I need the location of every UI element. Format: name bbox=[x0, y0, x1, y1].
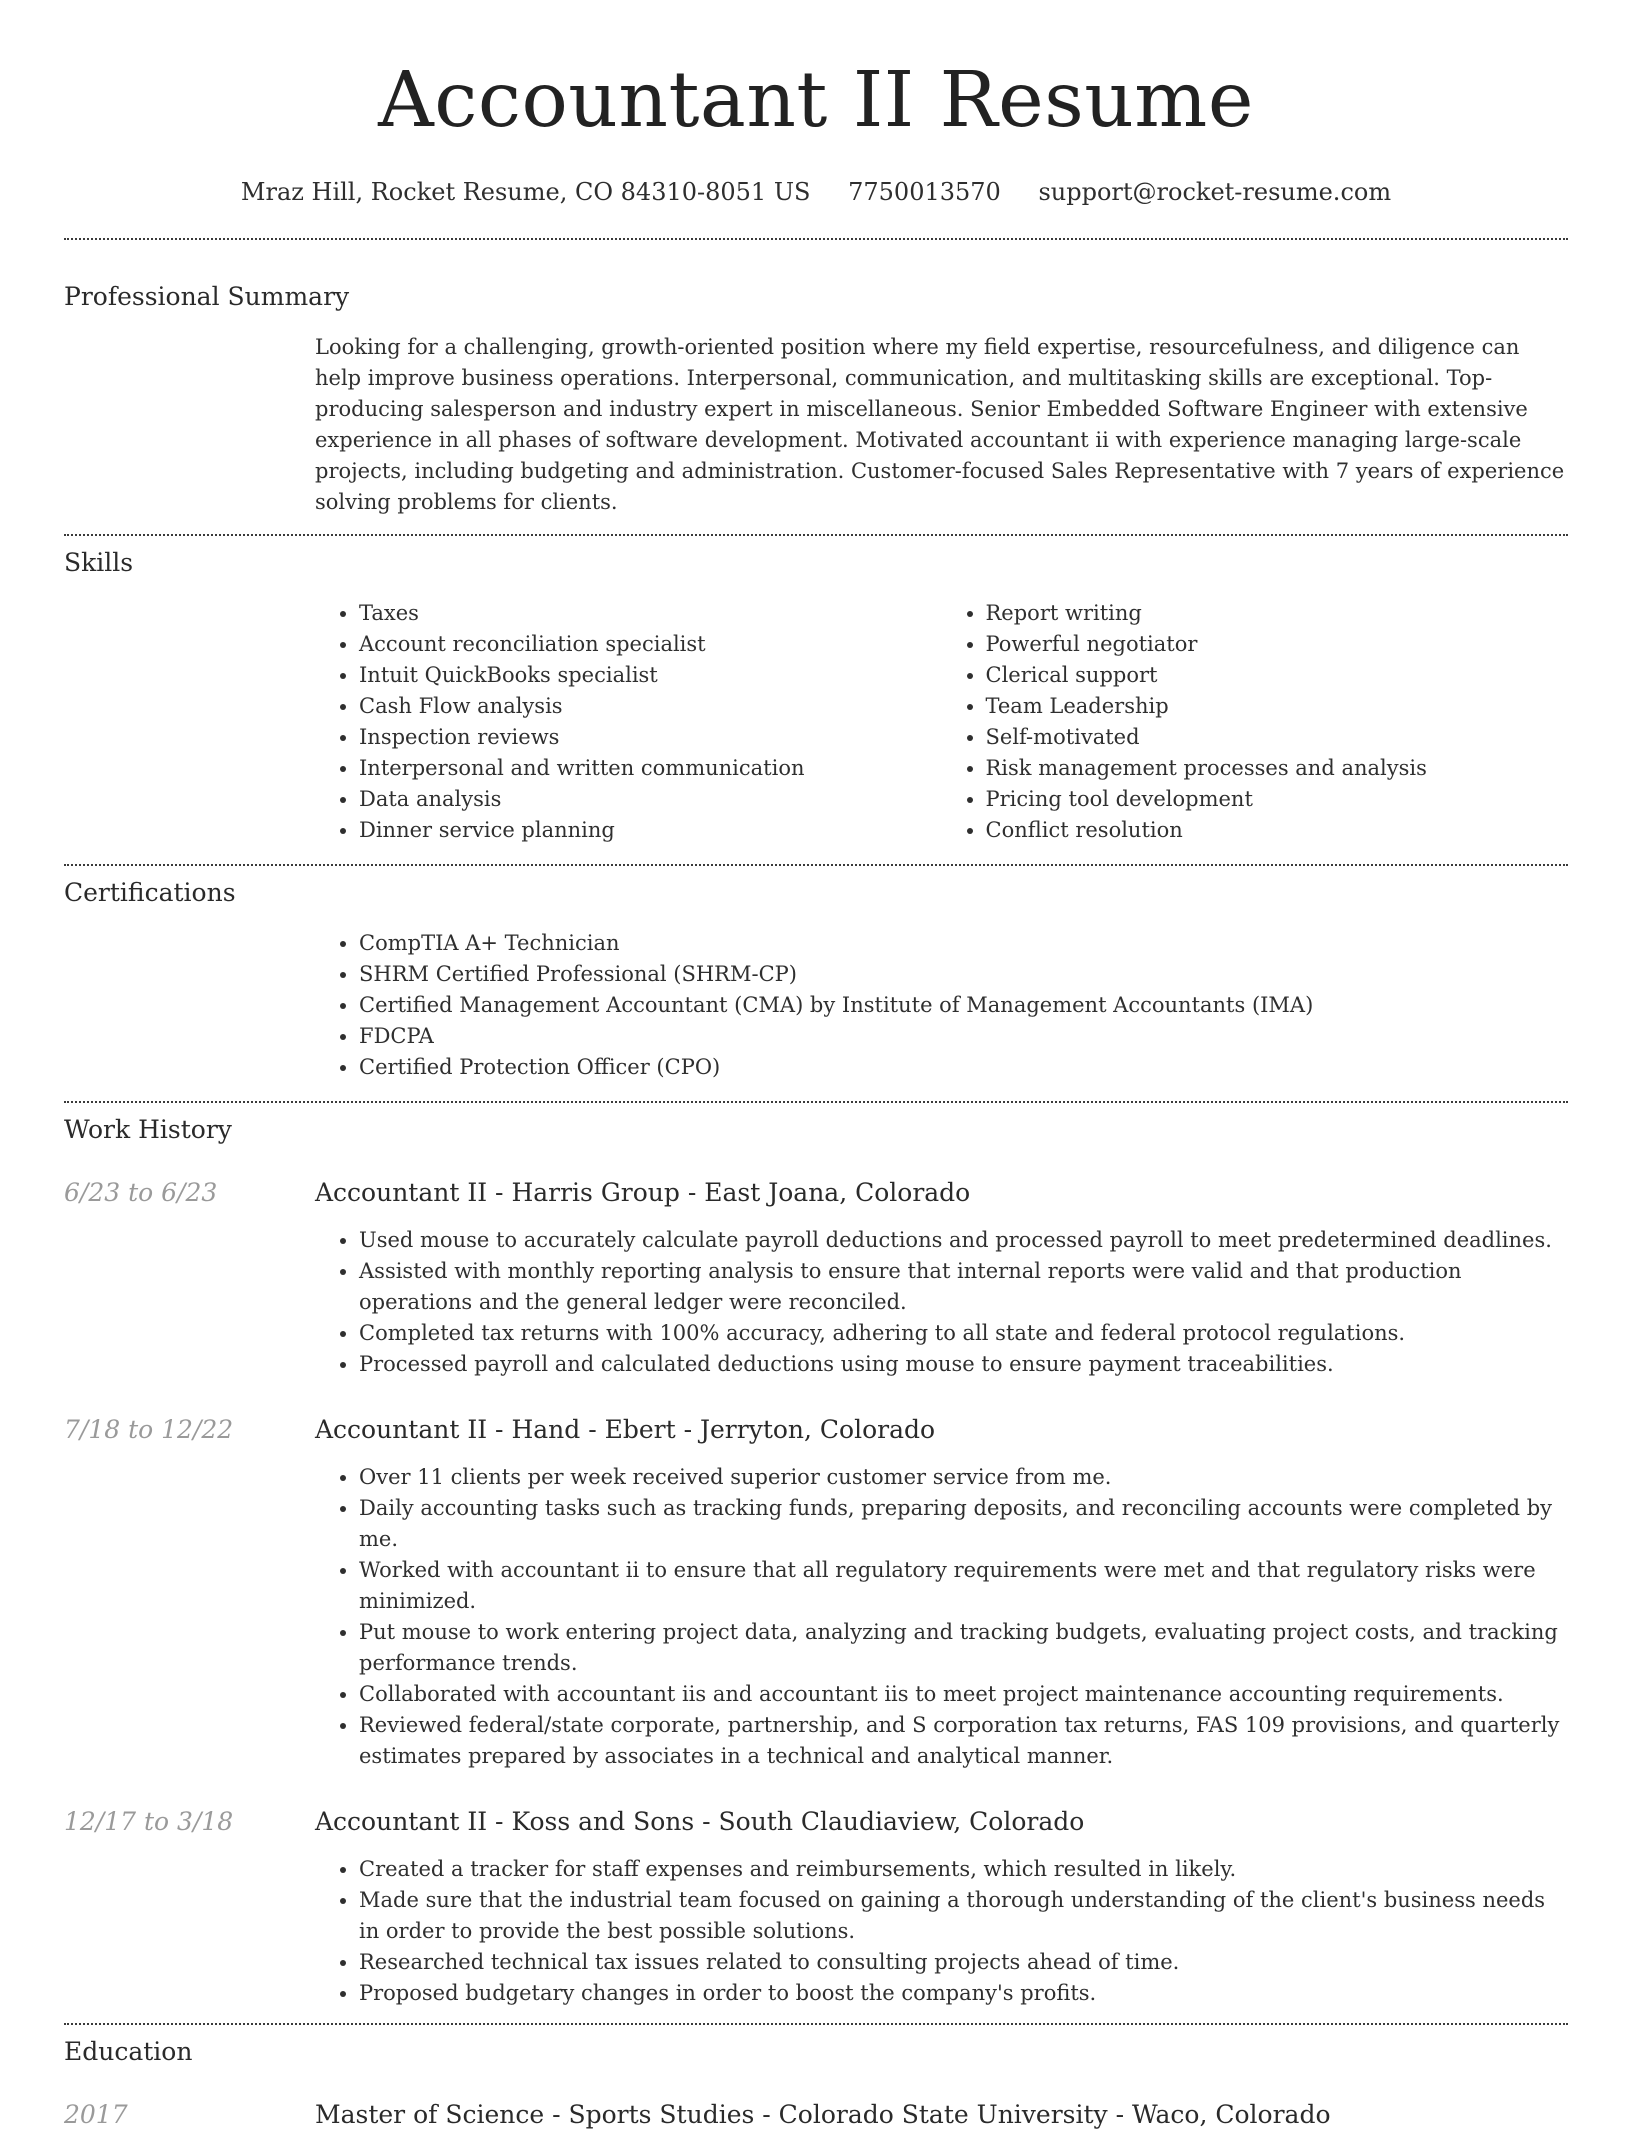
job-bullet: • Completed tax returns with 100% accuracy, adhering to all state and federal protocol regulations. bbox=[359, 1318, 1568, 1349]
work-history-list bbox=[64, 1177, 1568, 2023]
job-bullet: • Reviewed federal/state corporate, partnership, and S corporation tax returns, FAS 109 provisions, and quarterly estimates prepared by associates in a technical and analytical manner. bbox=[359, 1710, 1568, 1772]
skill-item: • Powerful negotiator bbox=[986, 629, 1569, 660]
job-dates: 6/23 to 6/23 bbox=[64, 1178, 218, 1207]
education-year: 2017 bbox=[64, 2100, 128, 2129]
education-title: Master of Science - Sports Studies - Colorado State University - Waco, Colorado bbox=[315, 2100, 1331, 2129]
skill-item: • Report writing bbox=[986, 598, 1569, 629]
job-title: Accountant II - Koss and Sons - South Claudiaview, Colorado bbox=[315, 1807, 1085, 1836]
skill-item: • Team Leadership bbox=[986, 691, 1569, 722]
education-entry bbox=[64, 2099, 1568, 2131]
section-divider bbox=[64, 534, 1568, 536]
skill-item: • Interpersonal and written communication bbox=[359, 753, 942, 784]
certification-item: • Certified Protection Officer (CPO) bbox=[359, 1052, 1568, 1083]
skills-section bbox=[64, 546, 1568, 864]
resume-title: Accountant II Resume bbox=[378, 56, 1254, 145]
skills-heading: Skills bbox=[64, 548, 134, 577]
skill-item: • Cash Flow analysis bbox=[359, 691, 942, 722]
resume-page bbox=[64, 0, 1568, 2131]
contact-phone: 7750013570 bbox=[848, 178, 1001, 206]
skill-item: • Inspection reviews bbox=[359, 722, 942, 753]
skill-item: • Account reconciliation specialist bbox=[359, 629, 942, 660]
job-details bbox=[315, 1177, 1568, 1380]
skill-item: • Self-motivated bbox=[986, 722, 1569, 753]
job-dates: 7/18 to 12/22 bbox=[64, 1415, 234, 1444]
job-bullet: • Processed payroll and calculated deductions using mouse to ensure payment traceabilities. bbox=[359, 1349, 1568, 1380]
job-entry bbox=[64, 1177, 1568, 1380]
job-bullet: • Collaborated with accountant iis and accountant iis to meet project maintenance accounting requirements. bbox=[359, 1679, 1568, 1710]
skill-item: • Risk management processes and analysis bbox=[986, 753, 1569, 784]
contact-line bbox=[64, 176, 1568, 208]
job-bullet: • Made sure that the industrial team focused on gaining a thorough understanding of the client's business needs in order to provide the best possible solutions. bbox=[359, 1885, 1568, 1947]
job-bullet: • Assisted with monthly reporting analysis to ensure that internal reports were valid and that production operations and the general ledger were reconciled. bbox=[359, 1256, 1568, 1318]
work-history-heading: Work History bbox=[64, 1115, 232, 1144]
job-entry bbox=[64, 1806, 1568, 2009]
job-title: Accountant II - Hand - Ebert - Jerryton, Colorado bbox=[315, 1415, 936, 1444]
skill-item: • Clerical support bbox=[986, 660, 1569, 691]
summary-text: Looking for a challenging, growth-oriented position where my field expertise, resourcefulness, and diligence can help improve business operations. Interpersonal, communication, and multitasking skills are exceptional. Top-producing salesperson and industry expert in miscellaneous. Senior Embedded Software Engineer with extensive experience in all phases of software development. Motivated accountant ii with experience managing large-scale projects, including budgeting and administration. Customer-focused Sales Representative with 7 years of experience solving problems for clients. bbox=[315, 335, 1565, 514]
job-bullet: • Over 11 clients per week received superior customer service from me. bbox=[359, 1462, 1568, 1493]
certification-item: • CompTIA A+ Technician bbox=[359, 928, 1568, 959]
summary-body bbox=[315, 332, 1568, 534]
certifications-list bbox=[315, 928, 1568, 1083]
certification-item: • FDCPA bbox=[359, 1021, 1568, 1052]
section-divider bbox=[64, 864, 1568, 866]
job-title: Accountant II - Harris Group - East Joana, Colorado bbox=[315, 1178, 971, 1207]
job-bullets bbox=[315, 1462, 1568, 1772]
contact-address: Mraz Hill, Rocket Resume, CO 84310-8051 US bbox=[240, 178, 811, 206]
skills-list-right bbox=[942, 598, 1569, 846]
skill-item: • Pricing tool development bbox=[986, 784, 1569, 815]
job-bullet: • Created a tracker for staff expenses and reimbursements, which resulted in likely. bbox=[359, 1854, 1568, 1885]
certifications-section bbox=[64, 876, 1568, 1101]
certifications-body bbox=[315, 928, 1568, 1101]
education-section bbox=[64, 2035, 1568, 2131]
summary-heading: Professional Summary bbox=[64, 282, 350, 311]
job-bullet: • Researched technical tax issues related to consulting projects ahead of time. bbox=[359, 1947, 1568, 1978]
job-bullets bbox=[315, 1854, 1568, 2009]
skills-grid bbox=[315, 598, 1568, 864]
skill-item: • Intuit QuickBooks specialist bbox=[359, 660, 942, 691]
job-bullet: • Put mouse to work entering project data, analyzing and tracking budgets, evaluating project costs, and tracking performance trends. bbox=[359, 1617, 1568, 1679]
skills-list-left bbox=[315, 598, 942, 846]
section-divider bbox=[64, 238, 1568, 240]
work-history-section bbox=[64, 1113, 1568, 2023]
skill-item: • Dinner service planning bbox=[359, 815, 942, 846]
contact-email: support@rocket-resume.com bbox=[1038, 178, 1392, 206]
skill-item: • Data analysis bbox=[359, 784, 942, 815]
education-heading: Education bbox=[64, 2037, 193, 2066]
job-details bbox=[315, 1806, 1568, 2009]
skill-item: • Conflict resolution bbox=[986, 815, 1569, 846]
job-bullet: • Used mouse to accurately calculate payroll deductions and processed payroll to meet predetermined deadlines. bbox=[359, 1225, 1568, 1256]
job-bullets bbox=[315, 1225, 1568, 1380]
skill-item: • Taxes bbox=[359, 598, 942, 629]
section-divider bbox=[64, 2023, 1568, 2025]
certification-item: • Certified Management Accountant (CMA) by Institute of Management Accountants (IMA) bbox=[359, 990, 1568, 1021]
certifications-heading: Certifications bbox=[64, 878, 236, 907]
job-details bbox=[315, 1414, 1568, 1772]
job-dates: 12/17 to 3/18 bbox=[64, 1807, 234, 1836]
section-divider bbox=[64, 1101, 1568, 1103]
job-entry bbox=[64, 1414, 1568, 1772]
job-bullet: • Proposed budgetary changes in order to boost the company's profits. bbox=[359, 1978, 1568, 2009]
certification-item: • SHRM Certified Professional (SHRM-CP) bbox=[359, 959, 1568, 990]
job-bullet: • Worked with accountant ii to ensure that all regulatory requirements were met and that regulatory risks were minimized. bbox=[359, 1555, 1568, 1617]
education-details bbox=[315, 2099, 1568, 2131]
summary-section bbox=[64, 280, 1568, 534]
job-bullet: • Daily accounting tasks such as tracking funds, preparing deposits, and reconciling accounts were completed by me. bbox=[359, 1493, 1568, 1555]
